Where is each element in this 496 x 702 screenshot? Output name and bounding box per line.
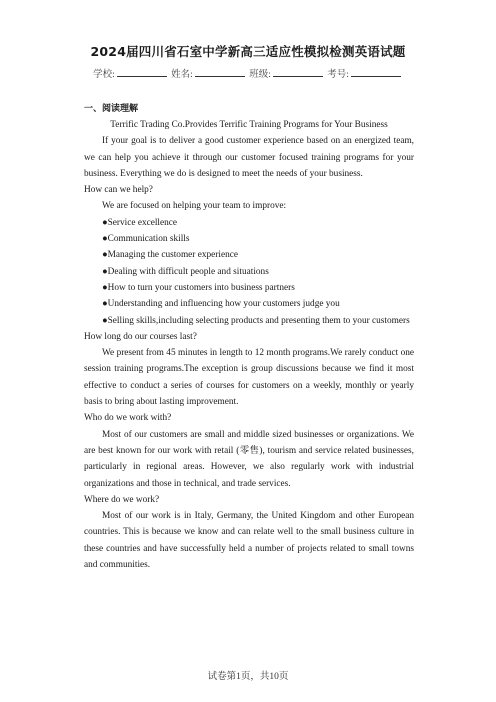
bullet-item: ●Service excellence (102, 217, 178, 228)
question-2-answer: We present from 45 minutes in length to 12 month programs.We rarely conduct one session training programs.The exception is group discussions because we find it most effective to conduct a series of courses for customers on a weekly, monthly or yearly basis to bring about lasting improvement. (84, 348, 414, 408)
exam-no-label: 考号: (327, 70, 349, 80)
question-1-lead: We are focused on helping your team to improve: (102, 201, 287, 212)
question-heading-4: Where do we work? (84, 494, 160, 505)
section-heading: 一、阅读理解 (84, 104, 139, 114)
question-4-answer: Most of our work is in Italy, Germany, the United Kingdom and other European countries. This is because we know and can relate well to the small business culture in these countries and have successfully held a number of projects related to small towns and communities. (84, 511, 414, 571)
bullet-item: ●Selling skills,including selecting products and presenting them to your customers (102, 315, 410, 326)
question-3-answer: Most of our customers are small and middle sized businesses or organizations. We are best known for our work with retail (零售), tourism and service related businesses, particularly in regional areas. However, we also regularly work with industrial organizations and those in technical, and trade services. (84, 429, 414, 489)
bullet-item: ●How to turn your customers into business partners (102, 282, 295, 293)
class-blank (273, 67, 323, 77)
page-footer: 试卷第1页，共10页 (207, 672, 289, 682)
bullet-item: ●Managing the customer experience (102, 250, 238, 261)
school-blank (117, 67, 167, 77)
question-heading-3: Who do we work with? (84, 413, 172, 424)
name-label: 姓名: (171, 70, 193, 80)
passage-intro: If your goal is to deliver a good customer experience based on an energized team, we can help you achieve it through our customer focused training programs for your business. Everything we do is designed to meet the needs of your business. (84, 136, 414, 179)
name-blank (195, 67, 245, 77)
question-heading-1: How can we help? (84, 185, 153, 196)
passage-body (84, 117, 414, 573)
bullet-item: ●Understanding and influencing how your customers judge you (102, 299, 340, 310)
exam-title: 2024届四川省石室中学新高三适应性模拟检测英语试题 (90, 44, 406, 59)
school-label: 学校: (93, 70, 115, 80)
bullet-item: ●Dealing with difficult people and situations (102, 266, 269, 277)
bullet-item: ●Communication skills (102, 234, 190, 245)
student-info-line (0, 66, 496, 80)
class-label: 班级: (249, 70, 271, 80)
exam-no-blank (351, 67, 401, 77)
passage-title: Terrific Trading Co.Provides Terrific Training Programs for Your Business (110, 120, 388, 130)
question-heading-2: How long do our courses last? (84, 331, 197, 342)
